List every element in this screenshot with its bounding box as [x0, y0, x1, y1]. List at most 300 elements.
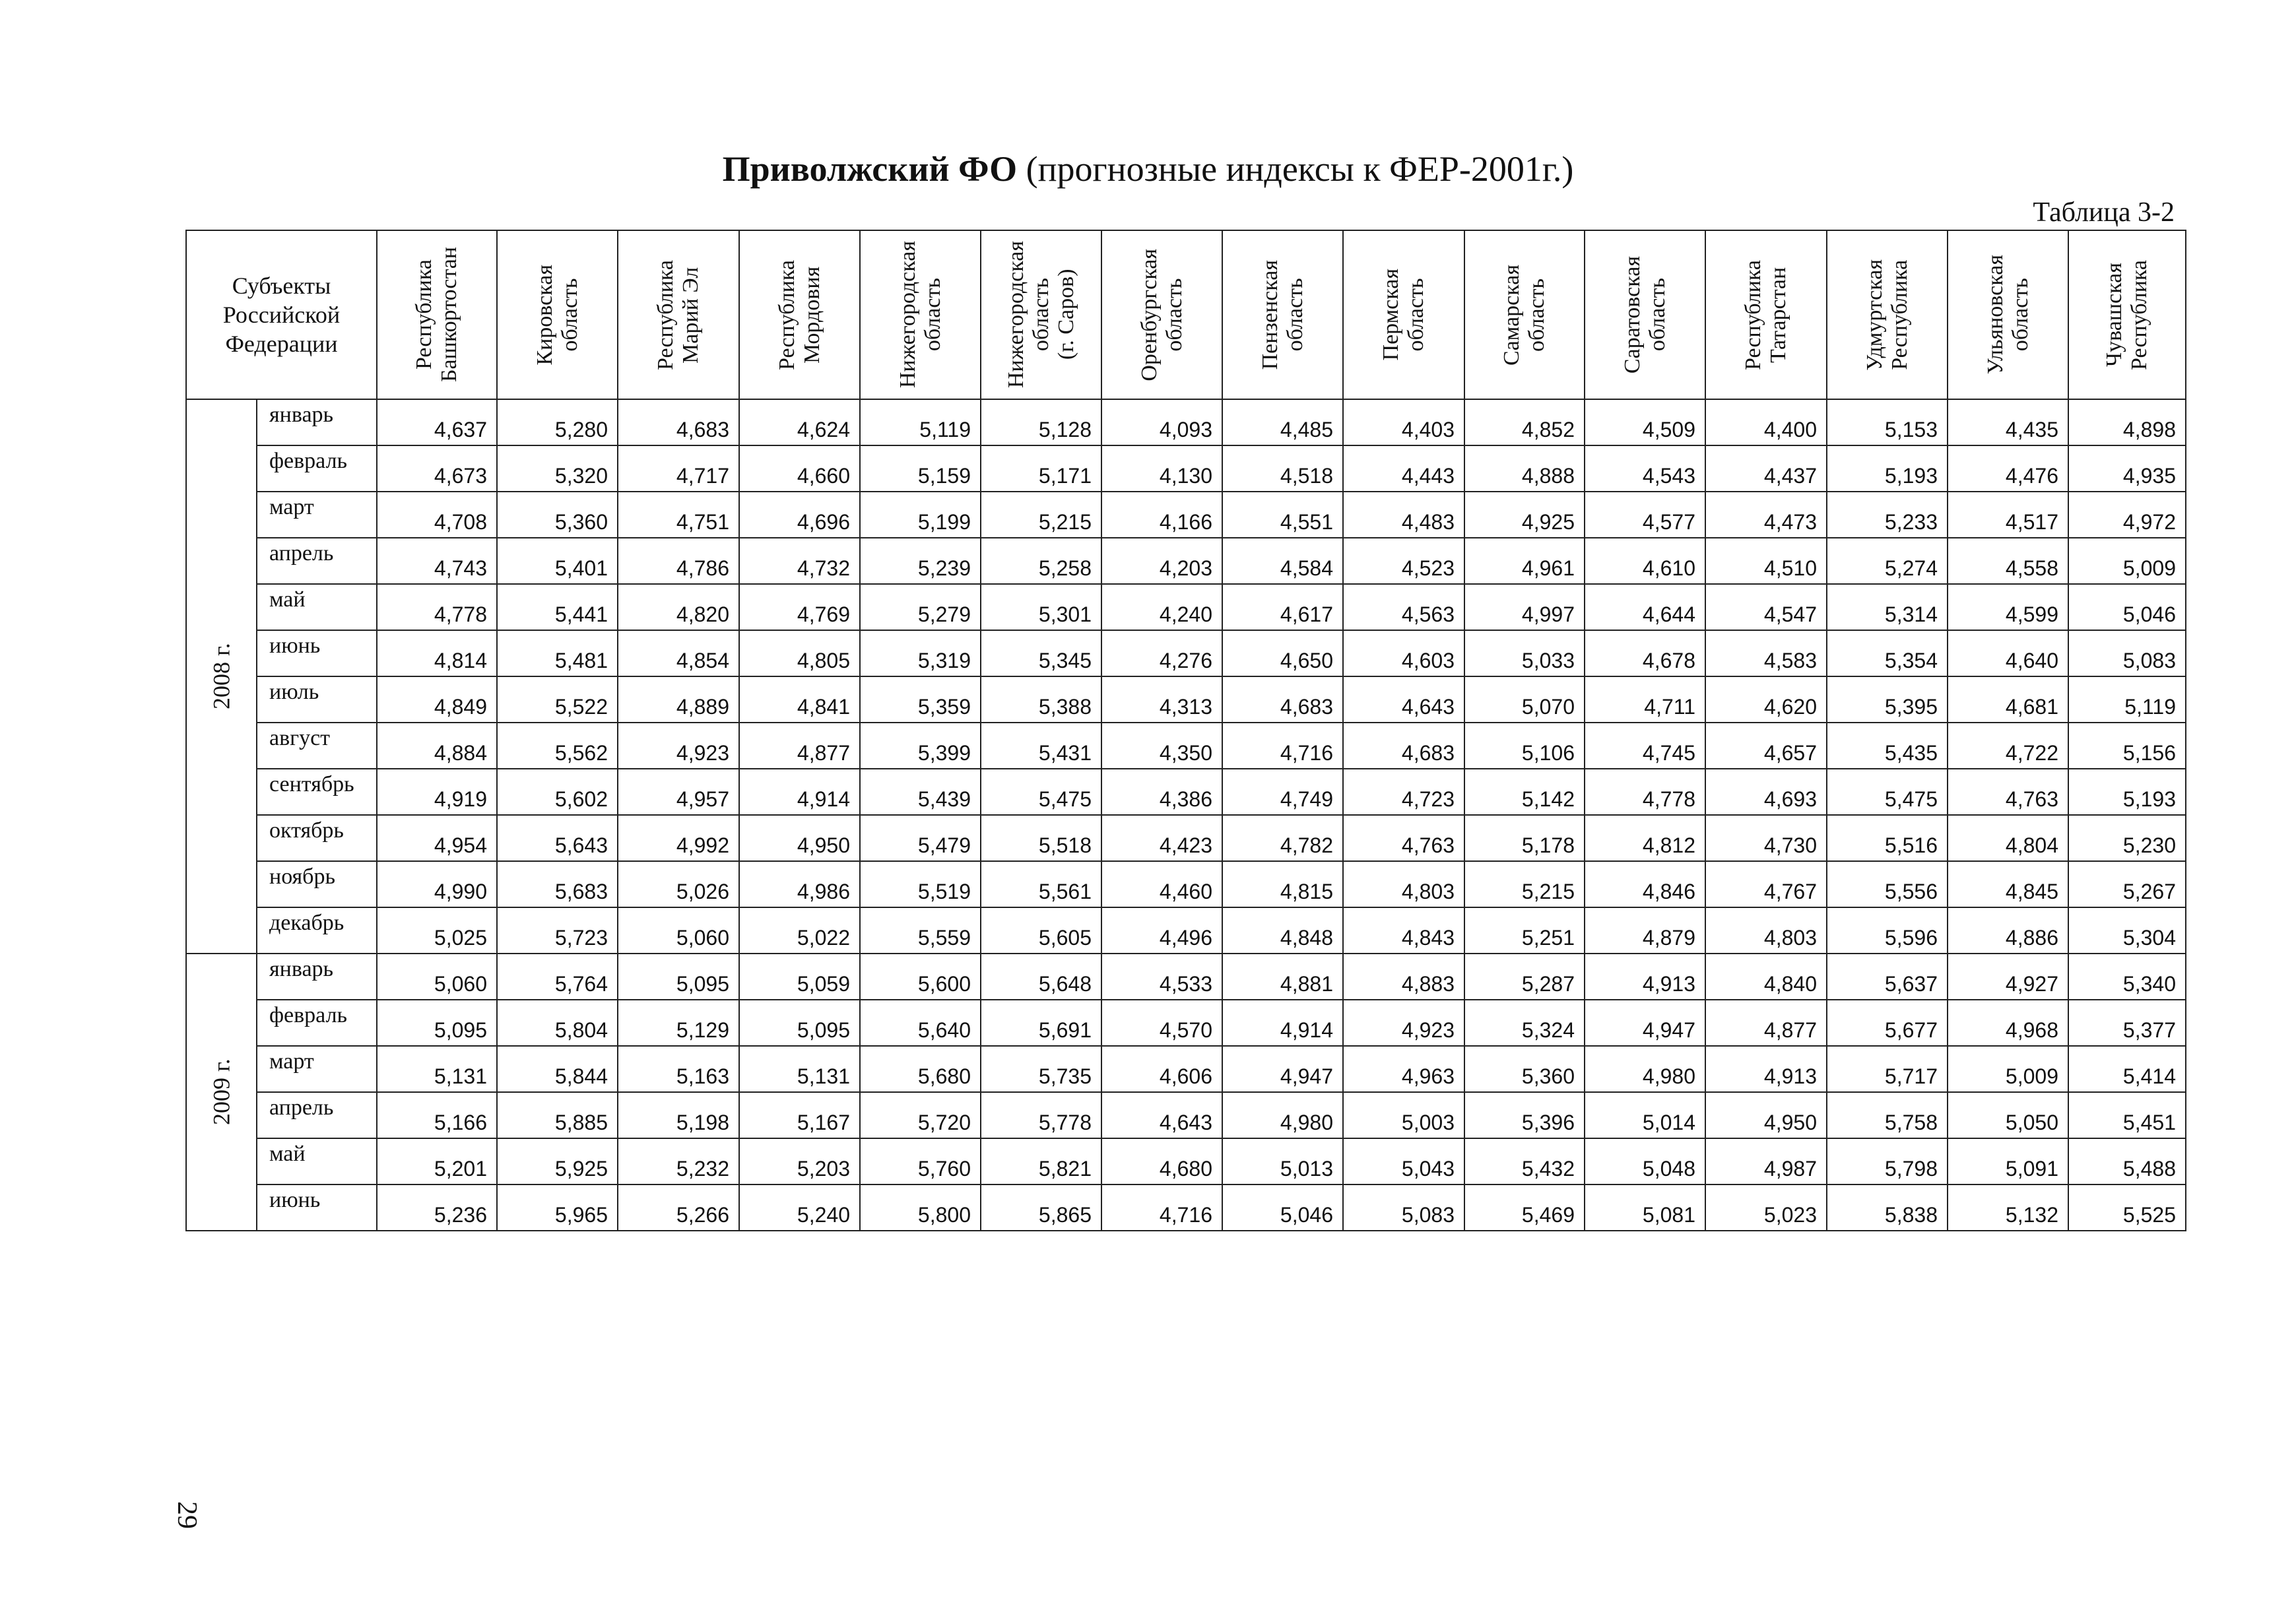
table-row	[186, 815, 2186, 861]
value-cell: 4,886	[1948, 907, 2068, 954]
value-cell: 4,693	[1705, 769, 1827, 815]
value-cell: 5,050	[1948, 1092, 2068, 1138]
table-row	[186, 399, 2186, 445]
value-cell: 5,885	[497, 1092, 618, 1138]
year-label: 2009 г.	[208, 1058, 235, 1126]
value-cell: 4,935	[2068, 445, 2186, 492]
value-cell: 5,129	[618, 1000, 739, 1046]
value-cell: 5,201	[377, 1138, 497, 1184]
value-cell: 5,043	[1343, 1138, 1464, 1184]
value-cell: 4,992	[618, 815, 739, 861]
value-cell: 4,437	[1705, 445, 1827, 492]
value-cell: 5,451	[2068, 1092, 2186, 1138]
value-cell: 5,081	[1585, 1184, 1705, 1231]
value-cell: 5,798	[1827, 1138, 1948, 1184]
value-cell: 5,267	[2068, 861, 2186, 907]
value-cell: 4,386	[1101, 769, 1222, 815]
value-cell: 4,643	[1101, 1092, 1222, 1138]
value-cell: 4,786	[618, 538, 739, 584]
value-cell: 5,048	[1585, 1138, 1705, 1184]
table-row	[186, 584, 2186, 630]
value-cell: 4,751	[618, 492, 739, 538]
month-label: июль	[257, 676, 377, 723]
value-cell: 4,660	[739, 445, 860, 492]
value-cell: 4,923	[618, 723, 739, 769]
value-cell: 4,980	[1585, 1046, 1705, 1092]
month-label: май	[257, 1138, 377, 1184]
value-cell: 4,603	[1343, 630, 1464, 676]
value-cell: 4,657	[1705, 723, 1827, 769]
value-cell: 4,563	[1343, 584, 1464, 630]
value-cell: 4,423	[1101, 815, 1222, 861]
table-row	[186, 769, 2186, 815]
value-cell: 4,485	[1222, 399, 1343, 445]
value-cell: 5,522	[497, 676, 618, 723]
value-cell: 5,396	[1464, 1092, 1585, 1138]
value-cell: 4,403	[1343, 399, 1464, 445]
value-cell: 5,432	[1464, 1138, 1585, 1184]
value-cell: 4,533	[1101, 954, 1222, 1000]
header-col-label: Нижегородская область	[895, 241, 945, 389]
value-cell: 5,258	[981, 538, 1101, 584]
value-cell: 4,510	[1705, 538, 1827, 584]
table-row	[186, 1184, 2186, 1231]
value-cell: 5,800	[860, 1184, 981, 1231]
value-cell: 4,644	[1585, 584, 1705, 630]
value-cell: 5,691	[981, 1000, 1101, 1046]
year-label: 2008 г.	[208, 643, 235, 710]
value-cell: 4,854	[618, 630, 739, 676]
value-cell: 5,159	[860, 445, 981, 492]
value-cell: 5,637	[1827, 954, 1948, 1000]
value-cell: 5,171	[981, 445, 1101, 492]
value-cell: 4,881	[1222, 954, 1343, 1000]
value-cell: 5,640	[860, 1000, 981, 1046]
value-cell: 4,443	[1343, 445, 1464, 492]
value-cell: 5,925	[497, 1138, 618, 1184]
month-label: сентябрь	[257, 769, 377, 815]
value-cell: 4,914	[1222, 1000, 1343, 1046]
value-cell: 5,091	[1948, 1138, 2068, 1184]
header-col-label: Пермская область	[1379, 269, 1428, 361]
value-cell: 5,215	[1464, 861, 1585, 907]
month-label: май	[257, 584, 377, 630]
value-cell: 5,395	[1827, 676, 1948, 723]
value-cell: 5,764	[497, 954, 618, 1000]
header-col-label: Чувашская Республика	[2102, 259, 2151, 370]
value-cell: 5,095	[618, 954, 739, 1000]
header-col-15	[2068, 230, 2186, 399]
month-label: октябрь	[257, 815, 377, 861]
value-cell: 5,605	[981, 907, 1101, 954]
value-cell: 5,481	[497, 630, 618, 676]
header-col-14	[1948, 230, 2068, 399]
value-cell: 5,132	[1948, 1184, 2068, 1231]
value-cell: 4,913	[1585, 954, 1705, 1000]
value-cell: 5,095	[377, 1000, 497, 1046]
value-cell: 5,193	[1827, 445, 1948, 492]
value-cell: 5,119	[2068, 676, 2186, 723]
value-cell: 5,230	[2068, 815, 2186, 861]
table-row	[186, 676, 2186, 723]
value-cell: 4,523	[1343, 538, 1464, 584]
value-cell: 4,708	[377, 492, 497, 538]
value-cell: 4,769	[739, 584, 860, 630]
value-cell: 4,803	[1343, 861, 1464, 907]
header-col-6	[981, 230, 1101, 399]
value-cell: 4,620	[1705, 676, 1827, 723]
header-col-8	[1222, 230, 1343, 399]
value-cell: 5,232	[618, 1138, 739, 1184]
month-label: апрель	[257, 1092, 377, 1138]
value-cell: 4,683	[1222, 676, 1343, 723]
title-rest: (прогнозные индексы к ФЕР-2001г.)	[1017, 149, 1574, 189]
value-cell: 4,543	[1585, 445, 1705, 492]
value-cell: 5,199	[860, 492, 981, 538]
month-label: март	[257, 492, 377, 538]
value-cell: 4,913	[1705, 1046, 1827, 1092]
value-cell: 4,723	[1343, 769, 1464, 815]
value-cell: 5,026	[618, 861, 739, 907]
value-cell: 5,178	[1464, 815, 1585, 861]
value-cell: 5,723	[497, 907, 618, 954]
header-col-label: Саратовская область	[1620, 255, 1670, 374]
value-cell: 5,377	[2068, 1000, 2186, 1046]
value-cell: 4,624	[739, 399, 860, 445]
value-cell: 4,517	[1948, 492, 2068, 538]
value-cell: 5,345	[981, 630, 1101, 676]
value-cell: 5,439	[860, 769, 981, 815]
value-cell: 5,203	[739, 1138, 860, 1184]
value-cell: 5,760	[860, 1138, 981, 1184]
value-cell: 4,558	[1948, 538, 2068, 584]
value-cell: 4,749	[1222, 769, 1343, 815]
header-col-10	[1464, 230, 1585, 399]
value-cell: 4,717	[618, 445, 739, 492]
value-cell: 4,947	[1585, 1000, 1705, 1046]
value-cell: 5,022	[739, 907, 860, 954]
value-cell: 4,696	[739, 492, 860, 538]
value-cell: 5,519	[860, 861, 981, 907]
value-cell: 4,518	[1222, 445, 1343, 492]
header-col-1	[377, 230, 497, 399]
header-col-7	[1101, 230, 1222, 399]
value-cell: 4,814	[377, 630, 497, 676]
header-col-9	[1343, 230, 1464, 399]
value-cell: 5,060	[618, 907, 739, 954]
value-cell: 5,009	[2068, 538, 2186, 584]
value-cell: 5,804	[497, 1000, 618, 1046]
value-cell: 4,848	[1222, 907, 1343, 954]
value-cell: 4,961	[1464, 538, 1585, 584]
value-cell: 4,972	[2068, 492, 2186, 538]
value-cell: 4,843	[1343, 907, 1464, 954]
header-col-13	[1827, 230, 1948, 399]
page-number: 29	[172, 1501, 202, 1529]
value-cell: 5,435	[1827, 723, 1948, 769]
value-cell: 4,093	[1101, 399, 1222, 445]
header-col-label: Ульяновская область	[1983, 255, 2033, 375]
value-cell: 4,815	[1222, 861, 1343, 907]
header-col-label: Пензенская область	[1257, 259, 1307, 370]
value-cell: 5,013	[1222, 1138, 1343, 1184]
value-cell: 5,469	[1464, 1184, 1585, 1231]
value-cell: 4,637	[377, 399, 497, 445]
value-cell: 5,680	[860, 1046, 981, 1092]
header-col-12	[1705, 230, 1827, 399]
value-cell: 4,877	[1705, 1000, 1827, 1046]
value-cell: 5,360	[1464, 1046, 1585, 1092]
value-cell: 5,844	[497, 1046, 618, 1092]
header-col-label: Оренбургская область	[1136, 248, 1187, 381]
value-cell: 5,046	[2068, 584, 2186, 630]
value-cell: 4,732	[739, 538, 860, 584]
month-label: ноябрь	[257, 861, 377, 907]
page-title	[0, 148, 2296, 189]
value-cell: 4,957	[618, 769, 739, 815]
value-cell: 5,320	[497, 445, 618, 492]
header-subjects: Субъекты Российской Федерации	[186, 230, 377, 399]
header-col-label: Кировская область	[532, 264, 582, 366]
value-cell: 5,488	[2068, 1138, 2186, 1184]
value-cell: 4,678	[1585, 630, 1705, 676]
value-cell: 4,884	[377, 723, 497, 769]
value-cell: 5,518	[981, 815, 1101, 861]
value-cell: 5,009	[1948, 1046, 2068, 1092]
value-cell: 4,473	[1705, 492, 1827, 538]
value-cell: 4,570	[1101, 1000, 1222, 1046]
value-cell: 5,153	[1827, 399, 1948, 445]
value-cell: 5,059	[739, 954, 860, 1000]
value-cell: 4,435	[1948, 399, 2068, 445]
value-cell: 5,602	[497, 769, 618, 815]
value-cell: 5,360	[497, 492, 618, 538]
value-cell: 4,888	[1464, 445, 1585, 492]
header-col-label: Республика Марий Эл	[653, 259, 703, 370]
value-cell: 4,240	[1101, 584, 1222, 630]
value-cell: 5,965	[497, 1184, 618, 1231]
value-cell: 5,060	[377, 954, 497, 1000]
value-cell: 5,683	[497, 861, 618, 907]
value-cell: 4,610	[1585, 538, 1705, 584]
value-cell: 4,460	[1101, 861, 1222, 907]
header-col-label: Республика Мордовия	[774, 259, 824, 370]
value-cell: 4,496	[1101, 907, 1222, 954]
value-cell: 5,167	[739, 1092, 860, 1138]
value-cell: 4,841	[739, 676, 860, 723]
table-row	[186, 1000, 2186, 1046]
value-cell: 5,128	[981, 399, 1101, 445]
value-cell: 4,276	[1101, 630, 1222, 676]
header-col-label: Республика Татарстан	[1741, 259, 1790, 370]
value-cell: 4,782	[1222, 815, 1343, 861]
value-cell: 4,483	[1343, 492, 1464, 538]
value-cell: 5,266	[618, 1184, 739, 1231]
value-cell: 5,251	[1464, 907, 1585, 954]
month-label: август	[257, 723, 377, 769]
month-label: январь	[257, 954, 377, 1000]
value-cell: 4,877	[739, 723, 860, 769]
value-cell: 4,987	[1705, 1138, 1827, 1184]
value-cell: 5,838	[1827, 1184, 1948, 1231]
header-row	[186, 230, 2186, 399]
value-cell: 4,711	[1585, 676, 1705, 723]
header-col-label: Нижегородская область (г. Саров)	[1003, 241, 1078, 389]
table-row	[186, 954, 2186, 1000]
value-cell: 4,476	[1948, 445, 2068, 492]
table-row	[186, 445, 2186, 492]
table-row	[186, 492, 2186, 538]
value-cell: 5,556	[1827, 861, 1948, 907]
value-cell: 5,301	[981, 584, 1101, 630]
value-cell: 5,240	[739, 1184, 860, 1231]
year-cell	[186, 399, 257, 954]
value-cell: 4,812	[1585, 815, 1705, 861]
value-cell: 4,745	[1585, 723, 1705, 769]
value-cell: 5,314	[1827, 584, 1948, 630]
value-cell: 4,778	[1585, 769, 1705, 815]
table-row	[186, 538, 2186, 584]
value-cell: 5,441	[497, 584, 618, 630]
value-cell: 4,551	[1222, 492, 1343, 538]
value-cell: 4,804	[1948, 815, 2068, 861]
value-cell: 4,883	[1343, 954, 1464, 1000]
value-cell: 4,130	[1101, 445, 1222, 492]
value-cell: 4,350	[1101, 723, 1222, 769]
value-cell: 4,681	[1948, 676, 2068, 723]
value-cell: 5,095	[739, 1000, 860, 1046]
value-cell: 5,475	[981, 769, 1101, 815]
value-cell: 4,683	[618, 399, 739, 445]
value-cell: 5,131	[739, 1046, 860, 1092]
value-cell: 4,849	[377, 676, 497, 723]
value-cell: 4,997	[1464, 584, 1585, 630]
value-cell: 4,722	[1948, 723, 2068, 769]
value-cell: 5,279	[860, 584, 981, 630]
month-label: январь	[257, 399, 377, 445]
value-cell: 5,399	[860, 723, 981, 769]
value-cell: 4,583	[1705, 630, 1827, 676]
value-cell: 5,215	[981, 492, 1101, 538]
value-cell: 4,846	[1585, 861, 1705, 907]
month-label: февраль	[257, 1000, 377, 1046]
value-cell: 4,763	[1343, 815, 1464, 861]
table-number: Таблица 3-2	[2033, 197, 2175, 228]
value-cell: 5,280	[497, 399, 618, 445]
header-col-label: Удмуртская Республика	[1862, 259, 1912, 371]
year-cell	[186, 954, 257, 1231]
table-row	[186, 861, 2186, 907]
value-cell: 5,131	[377, 1046, 497, 1092]
value-cell: 5,083	[1343, 1184, 1464, 1231]
value-cell: 5,106	[1464, 723, 1585, 769]
value-cell: 5,865	[981, 1184, 1101, 1231]
table-row	[186, 1138, 2186, 1184]
value-cell: 4,980	[1222, 1092, 1343, 1138]
value-cell: 4,963	[1343, 1046, 1464, 1092]
value-cell: 4,650	[1222, 630, 1343, 676]
value-cell: 5,003	[1343, 1092, 1464, 1138]
month-label: апрель	[257, 538, 377, 584]
value-cell: 4,845	[1948, 861, 2068, 907]
value-cell: 4,803	[1705, 907, 1827, 954]
value-cell: 5,525	[2068, 1184, 2186, 1231]
value-cell: 4,547	[1705, 584, 1827, 630]
value-cell: 5,319	[860, 630, 981, 676]
header-col-label: Самарская область	[1499, 264, 1549, 366]
value-cell: 4,730	[1705, 815, 1827, 861]
value-cell: 4,925	[1464, 492, 1585, 538]
month-label: июнь	[257, 1184, 377, 1231]
value-cell: 5,778	[981, 1092, 1101, 1138]
table-row	[186, 907, 2186, 954]
value-cell: 5,304	[2068, 907, 2186, 954]
value-cell: 5,274	[1827, 538, 1948, 584]
value-cell: 4,203	[1101, 538, 1222, 584]
value-cell: 5,596	[1827, 907, 1948, 954]
value-cell: 4,840	[1705, 954, 1827, 1000]
value-cell: 5,119	[860, 399, 981, 445]
header-col-label: Республика Башкортостан	[412, 247, 461, 383]
value-cell: 5,643	[497, 815, 618, 861]
value-cell: 5,025	[377, 907, 497, 954]
value-cell: 4,805	[739, 630, 860, 676]
value-cell: 5,023	[1705, 1184, 1827, 1231]
value-cell: 4,509	[1585, 399, 1705, 445]
header-col-3	[618, 230, 739, 399]
value-cell: 4,927	[1948, 954, 2068, 1000]
value-cell: 4,617	[1222, 584, 1343, 630]
value-cell: 5,414	[2068, 1046, 2186, 1092]
value-cell: 4,166	[1101, 492, 1222, 538]
value-cell: 4,577	[1585, 492, 1705, 538]
value-cell: 5,166	[377, 1092, 497, 1138]
month-label: июнь	[257, 630, 377, 676]
value-cell: 4,950	[739, 815, 860, 861]
value-cell: 4,643	[1343, 676, 1464, 723]
value-cell: 5,033	[1464, 630, 1585, 676]
value-cell: 5,600	[860, 954, 981, 1000]
value-cell: 4,990	[377, 861, 497, 907]
value-cell: 4,879	[1585, 907, 1705, 954]
value-cell: 4,950	[1705, 1092, 1827, 1138]
value-cell: 4,852	[1464, 399, 1585, 445]
value-cell: 4,763	[1948, 769, 2068, 815]
value-cell: 5,388	[981, 676, 1101, 723]
value-cell: 5,401	[497, 538, 618, 584]
table-row	[186, 723, 2186, 769]
value-cell: 5,070	[1464, 676, 1585, 723]
value-cell: 5,239	[860, 538, 981, 584]
value-cell: 4,898	[2068, 399, 2186, 445]
table-row	[186, 1046, 2186, 1092]
value-cell: 5,359	[860, 676, 981, 723]
value-cell: 5,735	[981, 1046, 1101, 1092]
table-row	[186, 1092, 2186, 1138]
value-cell: 4,778	[377, 584, 497, 630]
value-cell: 4,923	[1343, 1000, 1464, 1046]
month-label: февраль	[257, 445, 377, 492]
value-cell: 5,562	[497, 723, 618, 769]
value-cell: 4,820	[618, 584, 739, 630]
value-cell: 4,640	[1948, 630, 2068, 676]
value-cell: 4,673	[377, 445, 497, 492]
header-col-11	[1585, 230, 1705, 399]
value-cell: 4,767	[1705, 861, 1827, 907]
value-cell: 5,340	[2068, 954, 2186, 1000]
value-cell: 5,233	[1827, 492, 1948, 538]
value-cell: 5,193	[2068, 769, 2186, 815]
